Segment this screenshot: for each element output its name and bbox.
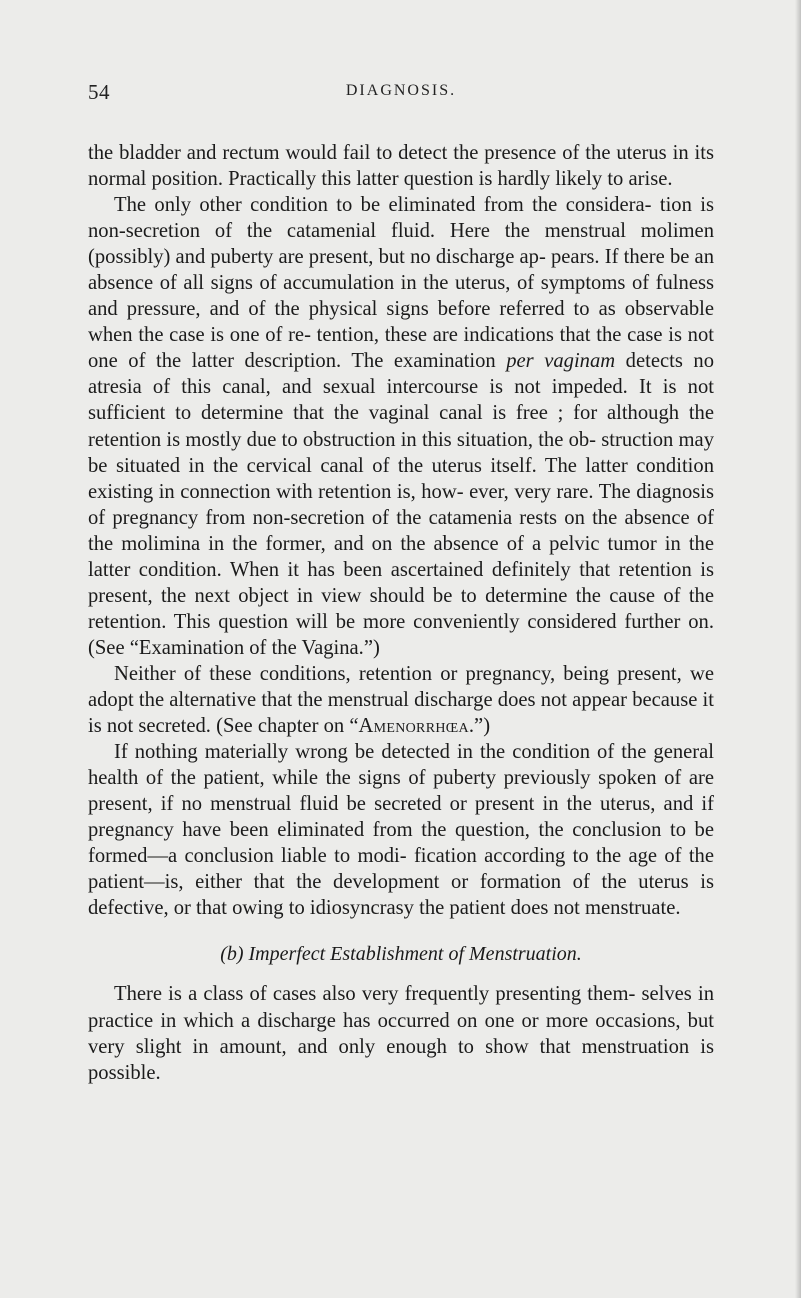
paragraph-3-small-caps: Amenorrhœa [358,715,469,738]
paragraph-5: There is a class of cases also very frequently presenting them- selves in practice in which a discharge has occurred on one or more occasions, but very slight in amount, and only enough to show that menstruation is possible. [88,983,714,1084]
paragraph-2-emphasis: per vaginam [506,350,616,373]
paragraph-2 [88,192,714,661]
paragraph-4: If nothing materially wrong be detected in the condition of the general health of the patient, while the signs of puberty previously spoken of are present, if no menstrual fluid be secreted or present in the uterus, and if pregnancy have been eliminated from the question, the conclusion to be formed—a conclusion liable to modi- fication according to the age of the patient—is, either that the development or formation of the uterus is defective, or that owing to idiosyncrasy the patient does not menstruate. [88,741,714,920]
running-head [88,80,714,104]
page-number: 54 [88,80,110,104]
paragraph-2-part-b: detects no atresia of this canal, and sexual intercourse is not impeded. It is not sufficient to determine that the vaginal canal is free ; for although the retention is mostly due to obstruction in this situation, the ob- struction may be situated in the cervical canal of the uterus itself. The latter condition existing in connection with retention is, how- ever, very rare. The diagnosis of pregnancy from non-secretion of the catamenia rests on the absence of the molimina in the former, and on the absence of a pelvic tumor in the latter condition. When it has been ascertained definitely that retention is present, the next object in view should be to determine the cause of the retention. This question will be more conveniently considered further on. (See “Examination of the Vagina.”) [88,350,714,659]
paragraph-3-part-a: Neither of these conditions, retention or pregnancy, being present, we adopt the alternative that the menstrual discharge does not appear because it is not secreted. (See chapter on “ [88,662,714,738]
page-edge-shadow [795,0,801,1298]
paragraph-3-part-b: .”) [468,715,491,738]
paragraph-1: the bladder and rectum would fail to detect the presence of the uterus in its normal position. Practically this latter question is hardly likely to arise. [88,142,714,191]
running-title: DIAGNOSIS. [345,82,457,99]
section-heading: (b) Imperfect Establishment of Menstruation. [220,943,582,966]
paragraph-2-part-a: The only other condition to be eliminated from the considera- tion is non-secretion of the catamenial fluid. Here the menstrual molimen (possibly) and puberty are present, but no discharge ap- pears. If there be an absence of all signs of accumulation in the uterus, of symptoms of fulness and pressure, and of the physical signs before referred to as observable when the case is one of re- tention, these are indications that the case is not one of the latter description. The examination [88,194,714,373]
paragraph-3 [88,661,714,739]
body-text [88,140,714,1086]
